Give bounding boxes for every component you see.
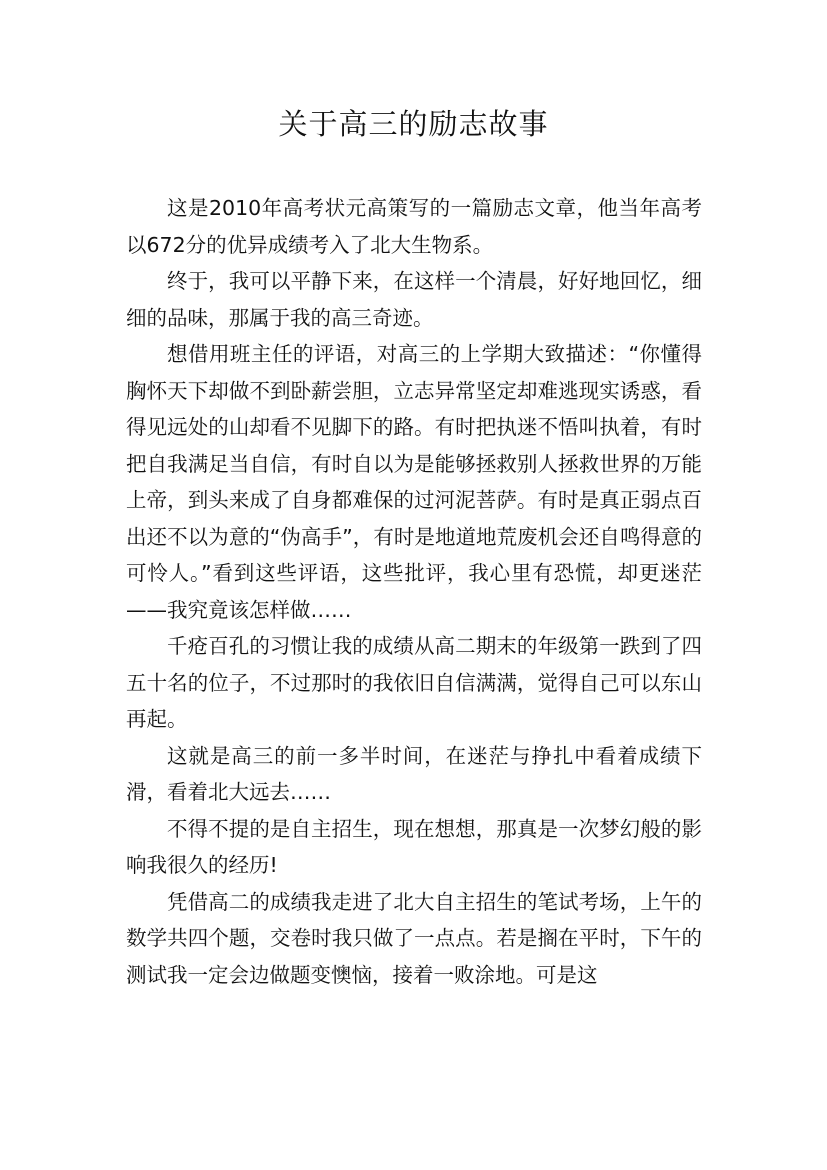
paragraph: 千疮百孔的习惯让我的成绩从高二期末的年级第一跌到了四五十名的位子，不过那时的我依旧自信满满，觉得自己可以东山再起。 bbox=[126, 634, 702, 731]
document-title: 关于高三的励志故事 bbox=[278, 107, 549, 141]
paragraph: 想借用班主任的评语，对高三的上学期大致描述：“你懂得胸怀天下却做不到卧薪尝胆，立志异常坚定却难逃现实诱惑，看得见远处的山却看不见脚下的路。有时把执迷不悟叫执着，有时把自我满足当自信，有时自以为是能够拯救别人拯救世界的万能上帝，到头来成了自身都难保的过河泥菩萨。有时是真正弱点百出还不以为意的“伪高手”，有时是地道地荒废机会还自鸣得意的可怜人。”看到这些评语，这些批评，我心里有恐慌，却更迷茫——我究竟该怎样做…… bbox=[126, 342, 702, 622]
paragraph: 这就是高三的前一多半时间，在迷茫与挣扎中看着成绩下滑，看着北大远去…… bbox=[126, 743, 702, 804]
paragraph: 这是2010年高考状元高策写的一篇励志文章，他当年高考以672分的优异成绩考入了北大生物系。 bbox=[126, 196, 702, 257]
paragraph: 不得不提的是自主招生，现在想想，那真是一次梦幻般的影响我很久的经历! bbox=[126, 816, 702, 877]
paragraph: 凭借高二的成绩我走进了北大自主招生的笔试考场，上午的数学共四个题，交卷时我只做了一点点。若是搁在平时，下午的测试我一定会边做题变懊恼，接着一败涂地。可是这 bbox=[126, 889, 702, 987]
document-body bbox=[126, 190, 702, 993]
paragraph: 终于，我可以平静下来，在这样一个清晨，好好地回忆，细细的品味，那属于我的高三奇迹。 bbox=[126, 269, 702, 330]
